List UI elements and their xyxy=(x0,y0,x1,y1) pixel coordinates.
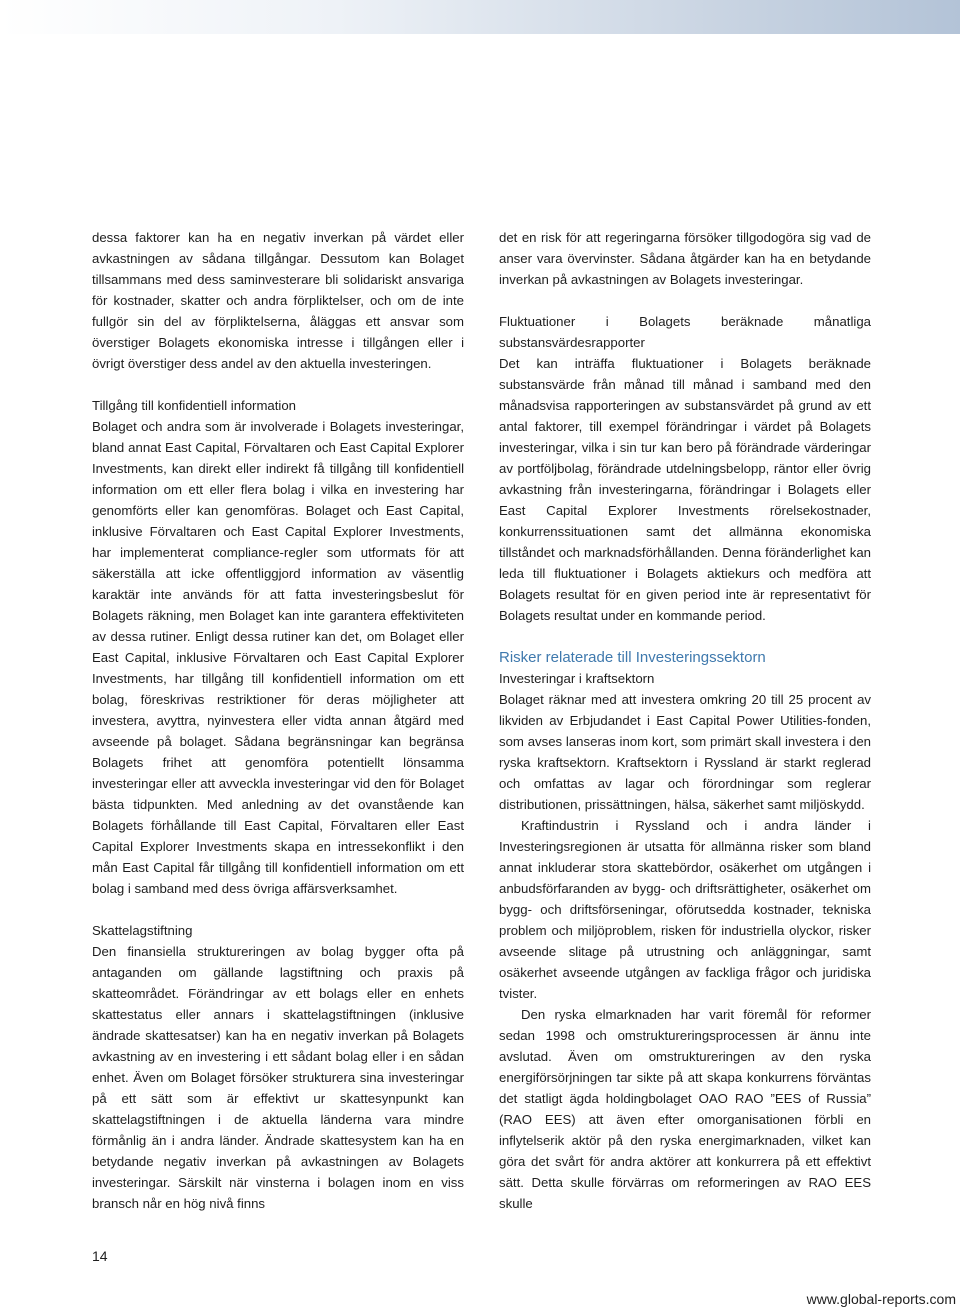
tax-legislation-paragraph: Den finansiella struktureringen av bolag bygger ofta på antaganden om gällande lagstiftning och praxis på skatteområdet. Förändringar av ett bolags eller en enhets skattestatus eller annars i skattelagstiftningen (inklusive ändrade skattesatser) kan ha en negativ inverkan på Bolagets avkastning av en investering i ett sådant bolag eller i en sådan enhet. Även om Bolaget försöker strukturera sina investeringar på ett sätt som är effektivt ur skattesynpunkt kan skattelagstiftningen i de aktuella länderna vara mindre förmånlig än i andra länder. Ändrade skattesystem kan ha en betydande negativ inverkan på avkastningen av Bolagets investeringar. Särskilt när vinsterna i bolagen inom en viss bransch når en hög nivå finns xyxy=(92,944,464,1211)
power-sector-paragraph-1: Bolaget räknar med att investera omkring 20 till 25 procent av likviden av Erbjudandet i East Capital Power Utilities-fonden, som avses lanseras inom kort, som primärt skall investera i den ryska kraftsektorn. Kraftsektorn i Ryssland är starkt reglerad och omfattas av lagar och förordningar som reglerar distributionen, prissättningen, hälsa, säkerhet samt miljöskydd. xyxy=(499,692,871,812)
right-column xyxy=(499,227,871,1214)
footer-url-link[interactable]: www.global-reports.com xyxy=(806,1291,956,1307)
power-sector-paragraph-2: Kraftindustrin i Ryssland och i andra länder i Investeringsregionen är utsatta för allmänna risker som bland annat inkluderar stora skattebördor, osäkerhet om utgången i anbudsförfaranden av bygg- och driftsrättigheter, osäkerhet om bygg- och driftsförseningar, oförutsedda kostnader, tekniska problem och miljöproblem, risken för industriella olyckor, risker avseende slitage på utrustning och anläggningar, samt osäkerhet avseende utgången av fackliga frågor och juridiska tvister. xyxy=(499,818,871,1001)
right-intro-paragraph: det en risk för att regeringarna försöker tillgodogöra sig vad de anser vara övervinster. Sådana åtgärder kan ha en betydande inverkan på avkastningen av Bolagets investeringar. xyxy=(499,230,871,287)
confidential-information-paragraph: Bolaget och andra som är involverade i Bolagets investeringar, bland annat East Capital, Förvaltaren och East Capital Explorer Investments, kan direkt eller indirekt få tillgång till konfidentiell information om ett eller flera bolag i vilka en investering har genomförts eller kan genomföras. Bolaget och East Capital, inklusive Förvaltaren och East Capital Explorer Investments, har implementerat compliance-regler som utformats för att säkerställa att icke offentliggjord information av väsentlig karaktär inte används för att fatta investeringsbeslut för Bolagets räkning, men Bolaget kan inte garantera effektiviteten av dessa rutiner. Enligt dessa rutiner kan det, om Bolaget eller East Capital, inklusive Förvaltaren och East Capital Explorer Investments, har tillgång till konfidentiell information om ett bolag, föreskrivas restriktioner för deras möjligheter att investera, avyttra, nyinvestera eller vidta annan åtgärd med avseende på bolaget. Sådana begränsningar kan begränsa Bolagets frihet att genomföra potentiellt lönsamma investeringar eller att avveckla investeringar vid den för Bolaget bästa tidpunkten. Med anledning av det ovanstående kan Bolagets förhållande till East Capital, Förvaltaren eller East Capital Explorer Investments skapa en intressekonflikt i den mån East Capital får tillgång till konfidentiell information om ett bolag i samband med dess övriga affärsverksamhet. xyxy=(92,419,464,896)
section-heading-sector-risks: Risker relaterade till Investeringssektorn xyxy=(499,649,766,666)
page-number: 14 xyxy=(92,1248,108,1264)
header-gradient-band xyxy=(0,0,960,34)
left-column xyxy=(92,227,464,1214)
heading-nav-fluctuations: Fluktuationer i Bolagets beräknade månatliga substansvärdesrapporter xyxy=(499,314,871,350)
heading-confidential-information: Tillgång till konfidentiell information xyxy=(92,398,297,413)
nav-fluctuations-paragraph: Det kan inträffa fluktuationer i Bolagets beräknade substansvärde från månad till månad i samband med den månadsvisa rapporteringen av substansvärdet på grund av ett antal faktorer, till exempel förändringar i värdet på Bolagets investeringar, vilka i sin tur kan bero på förändrade värderingar av portföljbolag, förändrade utdelningsbelopp, räntor eller övrig avkastning från investeringarna, förändringar i Bolagets eller East Capital Explorer Investments rörelsekostnader, konkurrenssituationen samt det allmänna ekonomiska tillståndet och marknadsförhållanden. Denna föränderlighet kan leda till fluktuationer i Bolagets aktiekurs och medföra att Bolagets resultat för en given period inte är representativt för Bolagets resultat under en kommande period. xyxy=(499,356,871,623)
left-intro-paragraph: dessa faktorer kan ha en negativ inverkan på värdet eller avkastningen av sådana tillgångar. Dessutom kan Bolaget tillsammans med dess saminvesterare bli solidariskt ansvariga för kostnader, skatter och andra förpliktelser, och om de inte fullgör sin del av förpliktelserna, åläggas ett ansvar som överstiger Bolagets ekonomiska intresse i tillgången eller i övrigt överstiger dess andel av den aktuella investeringen. xyxy=(92,230,464,371)
power-sector-paragraph-3: Den ryska elmarknaden har varit föremål för reformer sedan 1998 och omstruktureringsprocessen är ännu inte avslutad. Även om omstruktureringen av den ryska energiförsörjningen tar sikte på att skapa konkurrens förväntas det statligt ägda holdingbolaget OAO RAO ”EES of Russia” (RAO EES) att även efter omorganisationen förbli en inflytelserik aktör på den ryska energimarknaden, vilket kan göra det svårt för andra aktörer att konkurrera på ett effektivt sätt. Detta skulle förvärras om reformeringen av RAO EES skulle xyxy=(499,1007,871,1211)
heading-power-sector: Investeringar i kraftsektorn xyxy=(499,671,655,686)
heading-tax-legislation: Skattelagstiftning xyxy=(92,923,193,938)
